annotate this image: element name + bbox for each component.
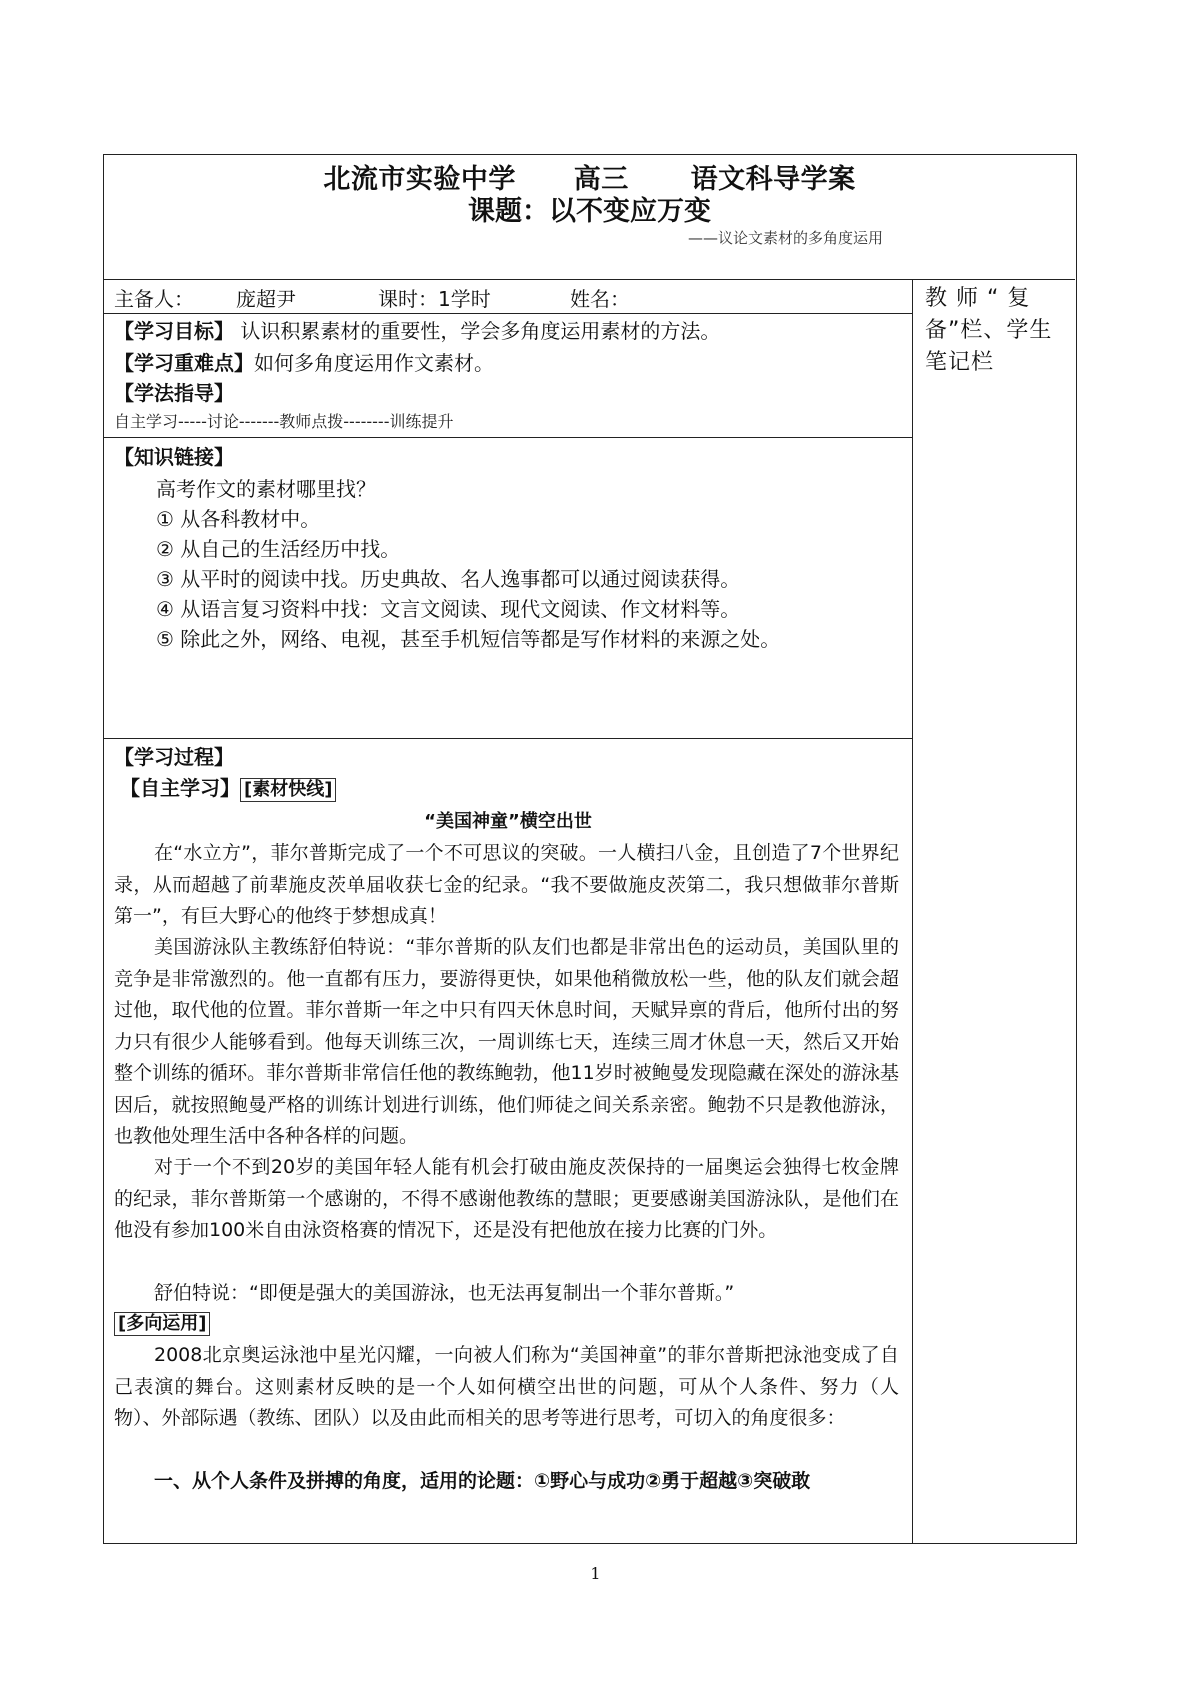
knowledge-item: ⑤ 除此之外，网络、电视，甚至手机短信等都是写作材料的来源之处。 <box>156 627 781 651</box>
grade-label: 高三 <box>573 164 629 195</box>
preparer-name: 庞超尹 <box>236 287 296 311</box>
knowledge-label: 【知识链接】 <box>114 445 234 469</box>
main-column <box>104 279 913 1543</box>
school-name: 北流市实验中学 <box>323 164 516 195</box>
article-paragraph: 对于一个不到20岁的美国年轻人能有机会打破由施皮茨保持的一届奥运会独得七枚金牌的纪录，菲尔普斯第一个感谢的，不得不感谢他教练的慧眼；更要感谢美国游泳队，是他们在他没有参加100米自由泳资格赛的情况下，还是没有把他放在接力比赛的门外。 <box>114 1156 899 1241</box>
process-label: 【学习过程】 <box>114 745 234 769</box>
self-study-label: 【自主学习】 <box>120 776 240 800</box>
article-paragraph: 舒伯特说：“即便是强大的美国游泳，也无法再复制出一个菲尔普斯。” <box>154 1282 735 1304</box>
article-paragraph: 在“水立方”，菲尔普斯完成了一个不可思议的突破。一人横扫八金，且创造了7个世界纪录，从而超越了前辈施皮茨单届收获七金的纪录。“我不要做施皮茨第二，我只想做菲尔普斯第一”，有巨大野心的他终于梦想成真！ <box>114 842 899 927</box>
multi-use-text: 2008北京奥运泳池中星光闪耀，一向被人们称为“美国神童”的菲尔普斯把泳池变成了自己表演的舞台。这则素材反映的是一个人如何横空出世的问题，可从个人条件、努力（人物）、外部际遇（教练、团队）以及由此而相关的思考等进行思考，可切入的角度很多： <box>114 1344 899 1429</box>
topic-subtitle: ——议论文素材的多角度运用 <box>688 229 884 247</box>
quick-tag: [素材快线] <box>240 778 336 802</box>
multi-use-line <box>114 1312 210 1336</box>
article-title: “美国神童”横空出世 <box>424 811 592 832</box>
subject-label: 语文科导学案 <box>690 164 856 195</box>
notes-label: 教 师 “ 复 备”栏、学生笔记栏 <box>925 286 1053 375</box>
angle-one: 一、从个人条件及拼搏的角度，适用的论题：①野心与成功②勇于超越③突破敢 <box>154 1470 811 1492</box>
knowledge-question: 高考作文的素材哪里找？ <box>156 477 376 501</box>
process-section <box>104 739 912 1543</box>
key-label: 【学习重难点】 <box>114 351 254 375</box>
knowledge-section <box>104 438 912 739</box>
knowledge-item: ④ 从语言复习资料中找：文言文阅读、现代文阅读、作文材料等。 <box>156 597 741 621</box>
knowledge-item: ① 从各科教材中。 <box>156 507 321 531</box>
lesson-plan-table <box>103 154 1077 1544</box>
multi-tag: [多向运用] <box>114 1312 210 1336</box>
name-label: 姓名： <box>570 287 630 311</box>
info-row <box>104 279 912 314</box>
period-label: 课时：1学时 <box>378 287 491 311</box>
goal-line <box>114 315 720 344</box>
knowledge-item: ② 从自己的生活经历中找。 <box>156 537 401 561</box>
goal-text: 认识积累素材的重要性，学会多角度运用素材的方法。 <box>234 319 721 343</box>
method-label: 【学法指导】 <box>114 381 234 405</box>
header-cell <box>104 155 1075 280</box>
notes-column <box>913 279 1076 1543</box>
knowledge-item: ③ 从平时的阅读中找。历史典故、名人逸事都可以通过阅读获得。 <box>156 567 741 591</box>
page-number: 1 <box>590 1564 601 1583</box>
goal-label: 【学习目标】 <box>114 319 234 343</box>
preparer-label: 主备人： <box>114 287 194 311</box>
topic-title: 课题：以不变应万变 <box>468 196 711 227</box>
article-paragraph: 美国游泳队主教练舒伯特说：“菲尔普斯的队友们也都是非常出色的运动员，美国队里的竞争是非常激烈的。他一直都有压力，要游得更快，如果他稍微放松一些，他的队友们就会超过他，取代他的位置。菲尔普斯一年之中只有四天休息时间，天赋异禀的背后，他所付出的努力只有很少人能够看到。他每天训练三次，一周训练七天，连续三周才休息一天，然后又开始整个训练的循环。菲尔普斯非常信任他的教练鲍勃，他11岁时被鲍曼发现隐藏在深处的游泳基因后，就按照鲍曼严格的训练计划进行训练，他们师徒之间关系亲密。鲍勃不只是教他游泳，也教他处理生活中各种各样的问题。 <box>114 936 899 1147</box>
key-text: 如何多角度运用作文素材。 <box>254 351 494 375</box>
self-study-line <box>120 772 336 802</box>
goals-section <box>104 314 912 438</box>
method-text: 自主学习-----讨论-------教师点拨--------训练提升 <box>114 412 454 431</box>
key-line <box>114 347 494 376</box>
